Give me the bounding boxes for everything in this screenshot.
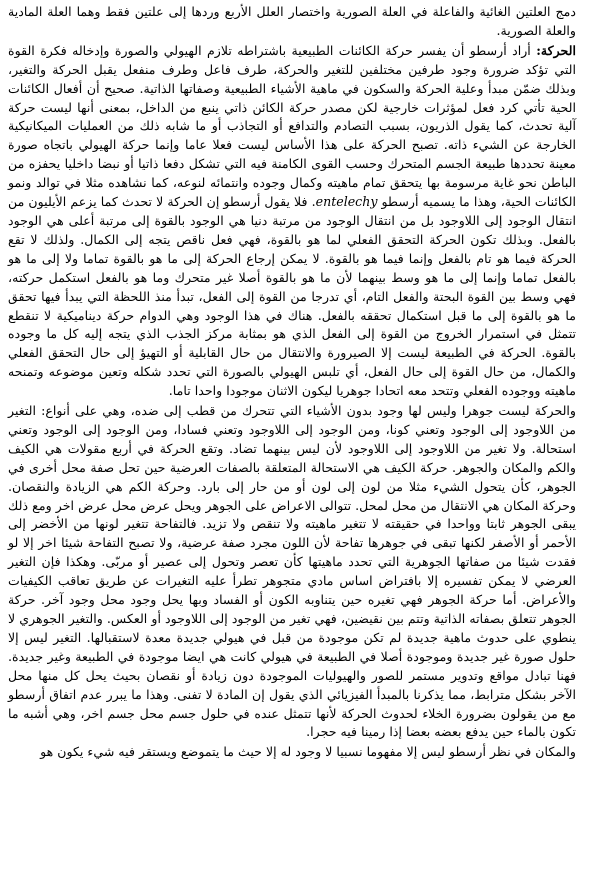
paragraph-text: والمكان في نظر أرسطو ليس إلا مفهوما نسبيا لا وجود له إلا حيث ما يتموضع ويستقر فيه شيء يكون هو (40, 744, 576, 760)
section-heading: الحركة: (536, 42, 576, 58)
paragraph-place (8, 743, 576, 762)
paragraph-text: والحركة ليست جوهرا وليس لها وجود بدون الأشياء التي تتحرك من قطب إلى ضده، وهي على أنواع: التغير من اللاوجود إلى الوجود وتعني كونا، ومن الوجود إلى اللاوجود وتعني فسادا، ومن الوجود إلى الوجود وتعني استحالة. ولا تغير من اللاوجود إلى اللاوجود لأن ليس بينهما تضاد. وتقع الحركة في أربع مقولات هي الكيف والكم والمكان والجوهر. حركة الكيف هي الاستحالة المتعلقة بالصفات العرضية حين تحل صفة محل أخرى في الجوهر، كأن يتحول الشيء مثلا من لون إلى لون أو من حار إلى بارد. وحركة الكم هي الزيادة والنقصان. وحركة المكان هي الانتقال من محل لمحل. تتوالى الاعراض على الجوهر ويحل عرض محل عرض اخر ومع ذلك يبقى الجوهر ثابتا وواحدا في حقيقته لا تتغير ماهيته ولا تنقص ولا تزيد. فالتفاحة تتغير لونها من الأخضر إلى الأحمر أو الأصفر لكنها تبقى في جوهرها تفاحة لأن اللون مجرد صفة عرضية، ولا تصبح التفاحة شيئا اخر إلا لو فقدت شيئا من صفاتها الجوهرية التي تحدد ماهيتها كأن تعصر وتحول إلى عصير أو مربّى. وهكذا فإن التغير العرضي لا يمكن تفسيره إلا بافتراض اساس مادي متجوهر تطرأ عليه التغيرات عن طريق تعاقب الكيفيات والأعراض. أما حركة الجوهر فهي تغيره حين يتناوبه الكون أو الفساد وبها يحل وجود محل وجود آخر. حركة الجوهر تتعلق بصفاته الذاتية وتتم بين نقيضين، فهي تغير من الوجود إلى اللاوجود أو العكس. والتغير الجوهري لا ينطوي على حدوث ماهية جديدة لم تكن موجودة من قبل في هيولي جديدة معدة لاستقبالها. التغير ليس إلا حلول صورة غير جديدة وموجودة أصلا في الطبيعة في هيولي كانت هي ايضا موجودة في الطبيعة وغير جديدة. فهنا تبادل مواقع وتدوير مستمر للصور والهيوليات الموجودة دون زيادة أو نقصان بحيث يحل كل منها محل الآخر بشكل مترابط، مما يذكرنا بالمبدأ الفيزيائي الذي يقول إن المادة لا تفنى. وهذا ما يبرر عدم اتفاق أرسطو مع من يقولون بضرورة الخلاء لحدوث الحركة لأنها تتمثل عنده في حلول جسم محل جسم اخر، وهي أشبه ما تكون بالماء حين يدفع بعضه بعضا إذا رمينا فيه حجرا. (8, 403, 576, 740)
paragraph-text: . فلا يقول أرسطو إن الحركة لا تحدث كما يزعم الأيليون من انتقال الوجود إلى اللاوجود بل من انتقال الوجود من مرتبة دنيا هي الوجود بالقوة إلى مرتبة أعلى هي الوجود بالفعل. وبذلك تكون الحركة التحقق الفعلي لما هو بالقوة، فهي فعل ناقص يتجه إلى الكمال. ولذلك لا تقع الحركة فيما هو تام بالفعل وإنما فيما هو بالقوة. لا يمكن إرجاع الحركة إلى ما هو بالقوة تماما ولا إلى ما هو بالفعل تماما وإنما إلى ما هو وسط بينهما لأن ما هو بالقوة أصلا غير متحرك وما هو بالفعل استكمل حركته، فهي وسط بين القوة البحتة والفعل التام، أي تدرجا من القوة إلى الفعل، تبدأ منذ اللحظة التي يبدأ فيها تحقق ما هو بالقوة إلى ما قبل استكمال تحققه بالفعل. هناك في هذا الوجود وهي الدوام حركة ديناميكية لا تنقطع تتمثل في استمرار الخروج من القوة إلى الفعل الذي هو بمثابة مركز الجذب الذي يتجه إليه كل ما وجوده بالقوة. الحركة في الطبيعة ليست إلا الصيرورة والانتقال من حال القابلية أو التهيؤ إلى حال التحقق الفعلي والكمال، من حال القوة إلى حال الفعل، أي تلبس الهيولي بالصورة التي تحدد شكله وتعين موضوعه وتمنحه ماهيته ووجوده الفعلي وتتحد معه اتحادا جوهريا ليكون الاثنان موجودا واحدا تاما. (8, 194, 576, 399)
paragraph-types-of-motion (8, 402, 576, 742)
paragraph-text: أراد أرسطو أن يفسر حركة الكائنات الطبيعية باشتراطه تلازم الهيولي والصورة وإدخاله فكرة القوة التي تؤكد ضرورة وجود طرفين مختلفين للتغير والحركة، طرف فاعل وطرف منفعل يقبل الحركة والتغير، وبذلك ضمّن مبدأ وعلية الحركة والسكون في ماهية الأشياء الطبيعية وصفاتها الذاتية. صحيح أن أفعال الكائنات الحية تأتي كرد فعل لمؤثرات خارجية لكن مصدر حركة الكائن ذاتي ينبع من الداخل، بمعنى أنها ليست حركة آلية تحدث، كما يقول الذريون، بسبب التصادم والتدافع أو التجاذب أو ما شابه ذلك من العمليات الميكانيكية الخارجة عن الشيء ذاته. تصبح الحركة على هذا الأساس ليست فعلا عاما وإنما حركة الهيولي باتجاه صورة معينة تحددها طبيعة الجسم المتحرك وحسب القوى الكامنة فيه التي تشكل دفعا ذاتيا أو نبضا داخليا يحفزه من الباطن نحو غاية مرسومة بها يتحقق تمام ماهيته وكمال وجوده وانتمائه لنوعه، كما نشاهده مثلا في توالد ونمو الكائنات الحية، وهذا ما يسميه أرسطو (8, 42, 577, 210)
paragraph-text: دمج العلتين الغائية والفاعلة في العلة الصورية واختصار العلل الأربع وردها إلى علتين فقط وهما العلة المادية والعلة الصورية. (8, 4, 576, 38)
paragraph-motion (8, 42, 576, 401)
paragraph-causes (8, 3, 576, 41)
latin-term: entelechy (315, 194, 378, 210)
